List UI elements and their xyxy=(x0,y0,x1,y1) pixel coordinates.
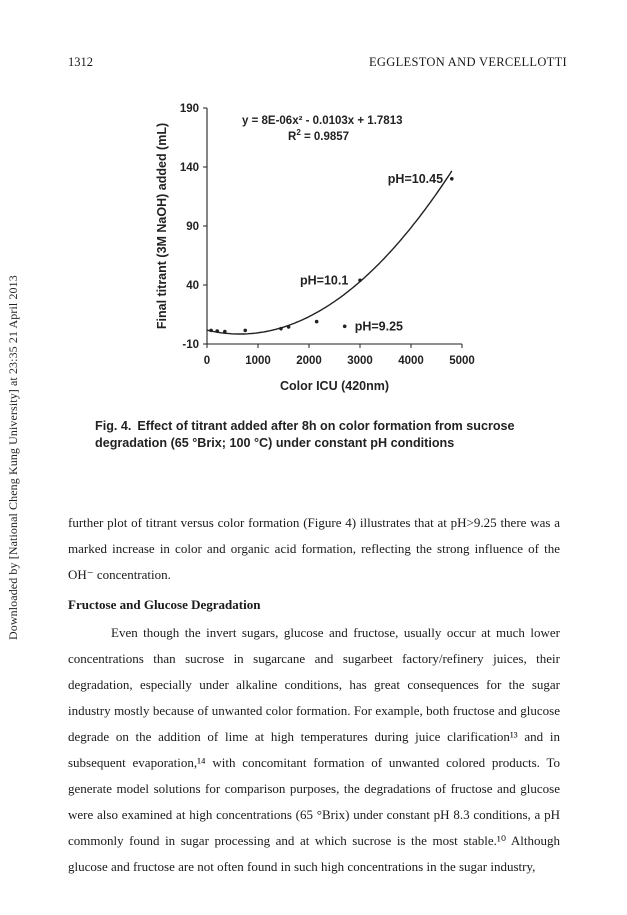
y-tick-label: 190 xyxy=(179,103,199,115)
x-tick-label: 2000 xyxy=(296,355,322,367)
r-squared: $R^2 = 0.9857$ xyxy=(288,128,350,143)
titrant-color-chart xyxy=(0,0,627,420)
page-number: 1312 xyxy=(68,55,93,69)
data-point xyxy=(279,327,283,331)
x-tick-label: 1000 xyxy=(245,355,271,367)
chart-points-group xyxy=(209,177,453,333)
data-point xyxy=(209,329,213,333)
ph-annotation: pH=10.45 xyxy=(387,171,444,186)
x-tick-label: 0 xyxy=(203,355,211,367)
data-point xyxy=(287,325,291,329)
data-point xyxy=(215,329,219,333)
x-tick-label: 3000 xyxy=(347,355,373,367)
section-heading: Fructose and Glucose Degradation xyxy=(68,597,261,612)
figure-label: Fig. 4. xyxy=(95,419,132,433)
x-tick-label: 4000 xyxy=(398,355,424,367)
data-point xyxy=(450,177,454,181)
paragraph-1: further plot of titrant versus color formation (Figure 4) illustrates that at pH>9.25 there was a marked increase in color and organic acid formation, reflecting the strong influence of the OH⁻ concentration. xyxy=(68,515,560,582)
paragraph-2: Even though the invert sugars, glucose and fructose, usually occur at much lower concentrations than sucrose in sugarcane and sugarbeet factory/refinery juices, their degradation, especially under alkaline conditions, has great consequences for the sugar industry mostly because of unwanted color formation. For example, both fructose and glucose degrade on the addition of lime at high temperatures during juice clarification¹³ and in subsequent evaporation,¹⁴ with concomitant formation of unwanted colored products. To generate model solutions for comparison purposes, the degradations of fructose and glucose were also examined at high concentrations (65 °Brix) under constant pH 8.3 conditions, a pH commonly found in sugar processing and at which sucrose is the most stable.¹⁰ Although glucose and fructose are not often found in such high concentrations in the sugar industry, xyxy=(68,625,560,874)
data-point xyxy=(343,325,347,329)
figure-caption xyxy=(95,418,565,452)
ph-annotation: pH=9.25 xyxy=(354,319,403,334)
data-point xyxy=(358,278,362,282)
data-point xyxy=(223,330,227,334)
trendline-equation: y = 8E-06x² - 0.0103x + 1.7813 xyxy=(242,115,403,127)
running-header: EGGLESTON AND VERCELLOTTI xyxy=(369,55,567,69)
y-tick-label: 40 xyxy=(186,280,199,292)
chart-trendline-group xyxy=(207,171,452,334)
y-tick-label: -10 xyxy=(182,339,199,351)
y-tick-label: 90 xyxy=(186,221,199,233)
chart-axes xyxy=(155,103,475,393)
x-axis-label: Color ICU (420nm) xyxy=(279,379,390,393)
figure-caption-text: Effect of titrant added after 8h on color formation from sucrose degradation (65 °Brix; 100 °C) under constant pH conditions xyxy=(95,419,515,450)
data-point xyxy=(243,329,247,333)
download-watermark: Downloaded by [National Cheng Kung University] at 23:35 21 April 2013 xyxy=(6,275,20,640)
y-axis-label: Final titrant (3M NaOH) added (mL) xyxy=(155,122,169,330)
trendline xyxy=(207,171,452,334)
data-point xyxy=(315,320,319,324)
y-tick-label: 140 xyxy=(179,162,199,174)
ph-annotation: pH=10.1 xyxy=(300,273,349,288)
x-tick-label: 5000 xyxy=(449,355,475,367)
